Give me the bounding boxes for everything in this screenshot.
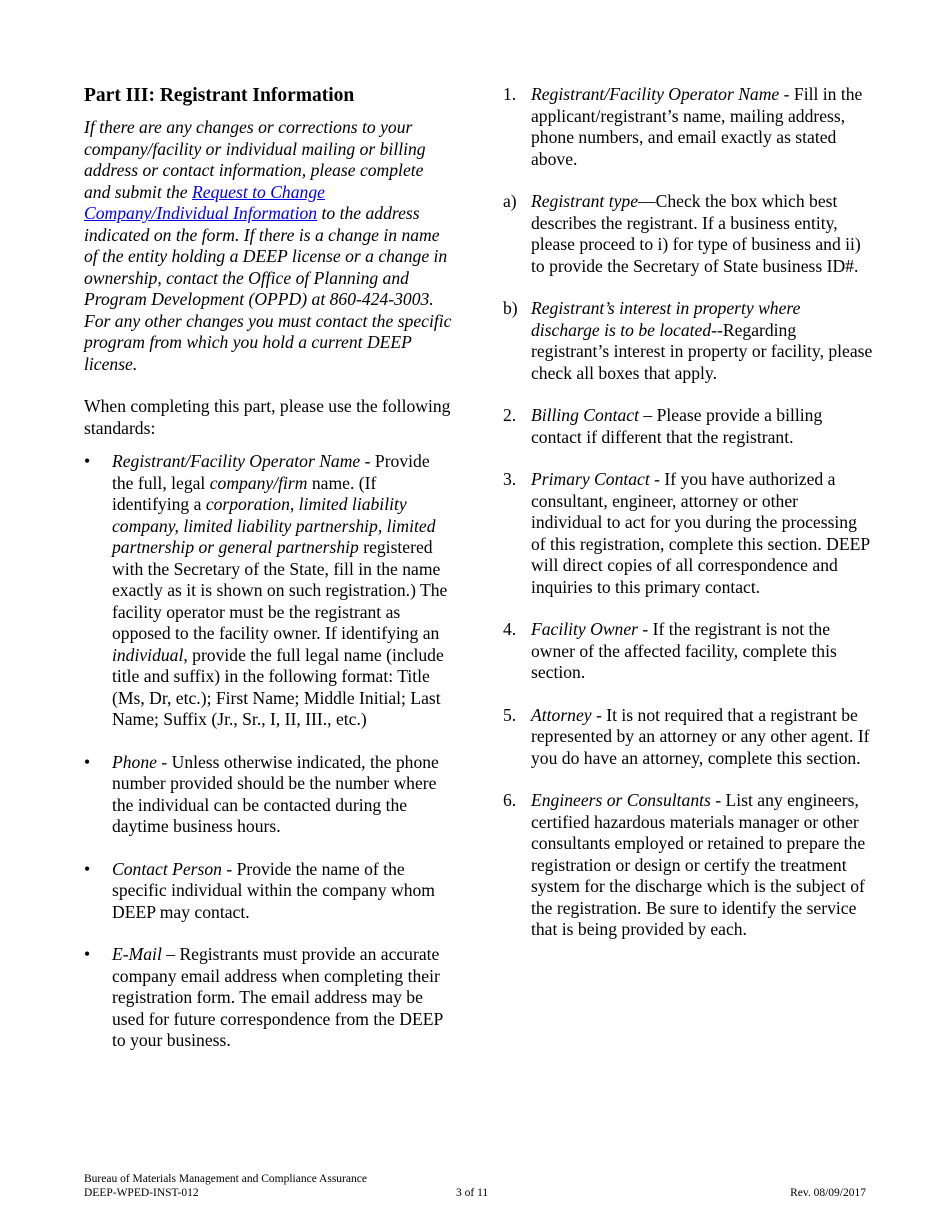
list-item (503, 84, 873, 170)
item-text: —Check the box which best describes the registrant. If a business entity, please proceed to i) for type of business and ii) to provide the Secretary of State business ID#. (531, 191, 861, 276)
item-text: - It is not required that a registrant be represented by an attorney or any other agent. If you do have an attorney, complete this section. (531, 704, 870, 768)
bullet-emph: company/firm (209, 472, 308, 493)
section-heading: Part III: Registrant Information (84, 85, 355, 106)
intro-text-after: to the address indicated on the form. If there is a change in name of the entity holding a DEEP license or a change in ownership, contact the Office of Planning and Program Development (OPPD) at 860-424-3003. For any other changes you must contact the specific program from which you hold a current DEEP license. (84, 203, 452, 374)
bullet-emph: corporation, limited liability company, limited liability partnership, limited partnership or general partnership (112, 494, 436, 557)
left-column (84, 84, 454, 1073)
item-term: Registrant type (531, 191, 639, 211)
list-item (503, 469, 873, 598)
intro-paragraph (84, 117, 454, 375)
list-item (503, 298, 873, 384)
item-marker: 2. (503, 405, 517, 425)
item-text: – Please provide a billing contact if different that the registrant. (531, 405, 823, 447)
bullet-term: E-Mail (112, 944, 162, 964)
list-item (503, 619, 873, 684)
item-marker: 4. (503, 619, 517, 639)
footer-page-number: 3 of 11 (456, 1187, 489, 1199)
list-item (84, 451, 454, 731)
list-item (503, 705, 873, 770)
item-term: Attorney (531, 704, 592, 725)
item-text: - List any engineers, certified hazardous materials manager or other consultants employed or retained to prepare the registration or design or certify the treatment system for the discharge which is the subject of the registration. Be sure to identify the service that is being provided by each. (531, 790, 866, 939)
bullet-emph: individual (112, 644, 184, 665)
bullet-icon: • (84, 858, 91, 879)
list-item (84, 859, 454, 924)
bullet-text: , provide the full legal name (include title and suffix) in the following format: Title (Ms, Dr, etc.); First Name; Middle Initial; Last Name; Suffix (Jr., Sr., I, II, III., etc.) (112, 644, 444, 729)
intro-text-before: If there are any changes or corrections to your company/facility or individual mailing or billing address or contact information, please complete and submit the (84, 117, 426, 202)
bullet-text: - Provide the name of the specific individual within the company whom DEEP may contact. (112, 858, 435, 922)
item-term: Registrant’s interest in property where discharge is to be located (531, 298, 801, 340)
instructions-list (503, 84, 873, 941)
item-term: Engineers or Consultants (531, 790, 711, 810)
item-marker: 5. (503, 704, 517, 725)
standards-intro: When completing this part, please use the following standards: (84, 396, 451, 438)
list-item (84, 752, 454, 838)
item-marker: a) (503, 191, 517, 211)
list-item (503, 191, 873, 277)
item-term: Billing Contact (531, 405, 640, 425)
bullet-text: name. (If identifying a (112, 472, 377, 514)
bullet-text: - Provide the full, legal (112, 451, 430, 493)
item-term: Registrant/Facility Operator Name (531, 84, 780, 104)
bullet-text: registered with the Secretary of the State, fill in the name exactly as it is shown on such registration.) The facility operator must be the registrant as opposed to the facility owner. If identifying an (112, 537, 448, 643)
bullet-text: – Registrants must provide an accurate company email address when completing their registration form. The email address may be used for future correspondence from the DEEP to your business. (112, 944, 443, 1050)
list-item (503, 405, 873, 448)
bullet-term: Registrant/Facility Operator Name (112, 451, 361, 471)
footer-doc-id: DEEP-WPED-INST-012 (84, 1187, 199, 1199)
list-item (503, 790, 873, 941)
footer-rev: Rev. 08/09/2017 (790, 1187, 866, 1199)
item-term: Facility Owner (531, 619, 639, 639)
bullet-icon: • (84, 944, 91, 964)
bullet-text: - Unless otherwise indicated, the phone number provided should be the number where the individual can be contacted during the daytime business hours. (112, 751, 439, 836)
item-marker: b) (503, 298, 518, 318)
item-marker: 6. (503, 790, 517, 810)
list-item (84, 944, 454, 1052)
item-text: - If the registrant is not the owner of the affected facility, complete this section. (531, 619, 837, 682)
right-column (503, 84, 873, 962)
item-marker: 1. (503, 84, 517, 104)
standards-list (84, 451, 454, 1052)
item-text: - Fill in the applicant/registrant’s name, mailing address, phone numbers, and email exactly as stated above. (531, 84, 863, 169)
request-change-link[interactable]: Request to Change Company/Individual Information (84, 181, 325, 223)
bullet-icon: • (84, 451, 91, 471)
item-term: Primary Contact (531, 469, 650, 489)
item-marker: 3. (503, 469, 517, 489)
bullet-term: Phone (112, 751, 157, 772)
page-footer (84, 1172, 866, 1200)
item-text: - If you have authorized a consultant, engineer, attorney or other individual to act for you during the processing of this registration, complete this section. DEEP will direct copies of all correspondence and inquiries to this primary contact. (531, 469, 870, 597)
item-text: --Regarding registrant’s interest in property or facility, please check all boxes that apply. (531, 319, 873, 383)
bullet-term: Contact Person (112, 858, 222, 879)
footer-bureau: Bureau of Materials Management and Compliance Assurance (84, 1173, 367, 1185)
bullet-icon: • (84, 751, 91, 772)
